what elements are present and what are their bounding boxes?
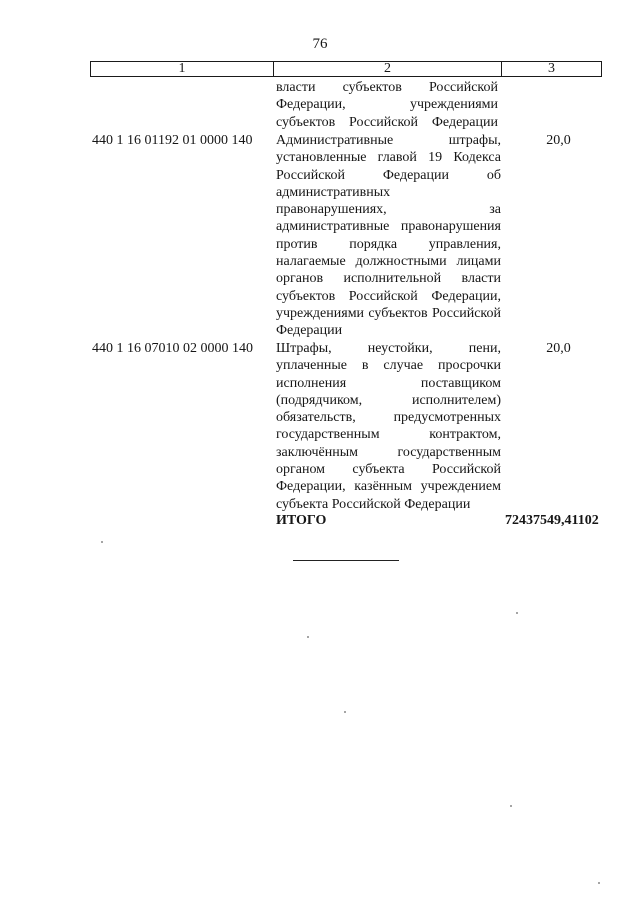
scan-speck <box>307 636 309 638</box>
total-label: ИТОГО <box>276 513 327 528</box>
table-row <box>92 340 604 513</box>
table-row <box>92 132 604 340</box>
amount: 20,0 <box>546 133 571 148</box>
scan-speck <box>516 612 518 614</box>
income-description: Штрафы, неустойки, пени, уплаченные в случае просрочки исполнения поставщиком (подрядчиком, исполнителем) обязательств, предусмотренных государственным контрактом, заключённым государственным органом субъекта Российской Федерации, казённым учреждением субъекта Российской Федерации <box>276 341 501 512</box>
page-number: 76 <box>312 36 328 52</box>
column-header-1: 1 <box>91 62 274 76</box>
budget-code: 440 1 16 07010 02 0000 140 <box>92 341 253 356</box>
continued-description: власти субъектов Российской Федерации, учреждениями субъектов Российской Федерации <box>276 80 498 130</box>
amount: 20,0 <box>546 341 571 356</box>
budget-code: 440 1 16 01192 01 0000 140 <box>92 133 253 148</box>
scan-speck <box>598 882 600 884</box>
end-divider <box>293 560 399 561</box>
column-header-3: 3 <box>548 61 555 76</box>
scan-speck <box>101 541 103 543</box>
table-header <box>90 61 602 77</box>
scan-speck <box>344 711 346 713</box>
total-amount: 72437549,41102 <box>505 513 599 528</box>
scan-speck <box>510 805 512 807</box>
column-header-2: 2 <box>274 62 502 76</box>
income-description: Административные штрафы, установленные главой 19 Кодекса Российской Федерации об административных правонарушениях, за административные правонарушения против порядка управления, налагаемые должностными лицами органов исполнительной власти субъектов Российской Федерации, учреждениями субъектов Российской Федерации <box>276 133 501 339</box>
